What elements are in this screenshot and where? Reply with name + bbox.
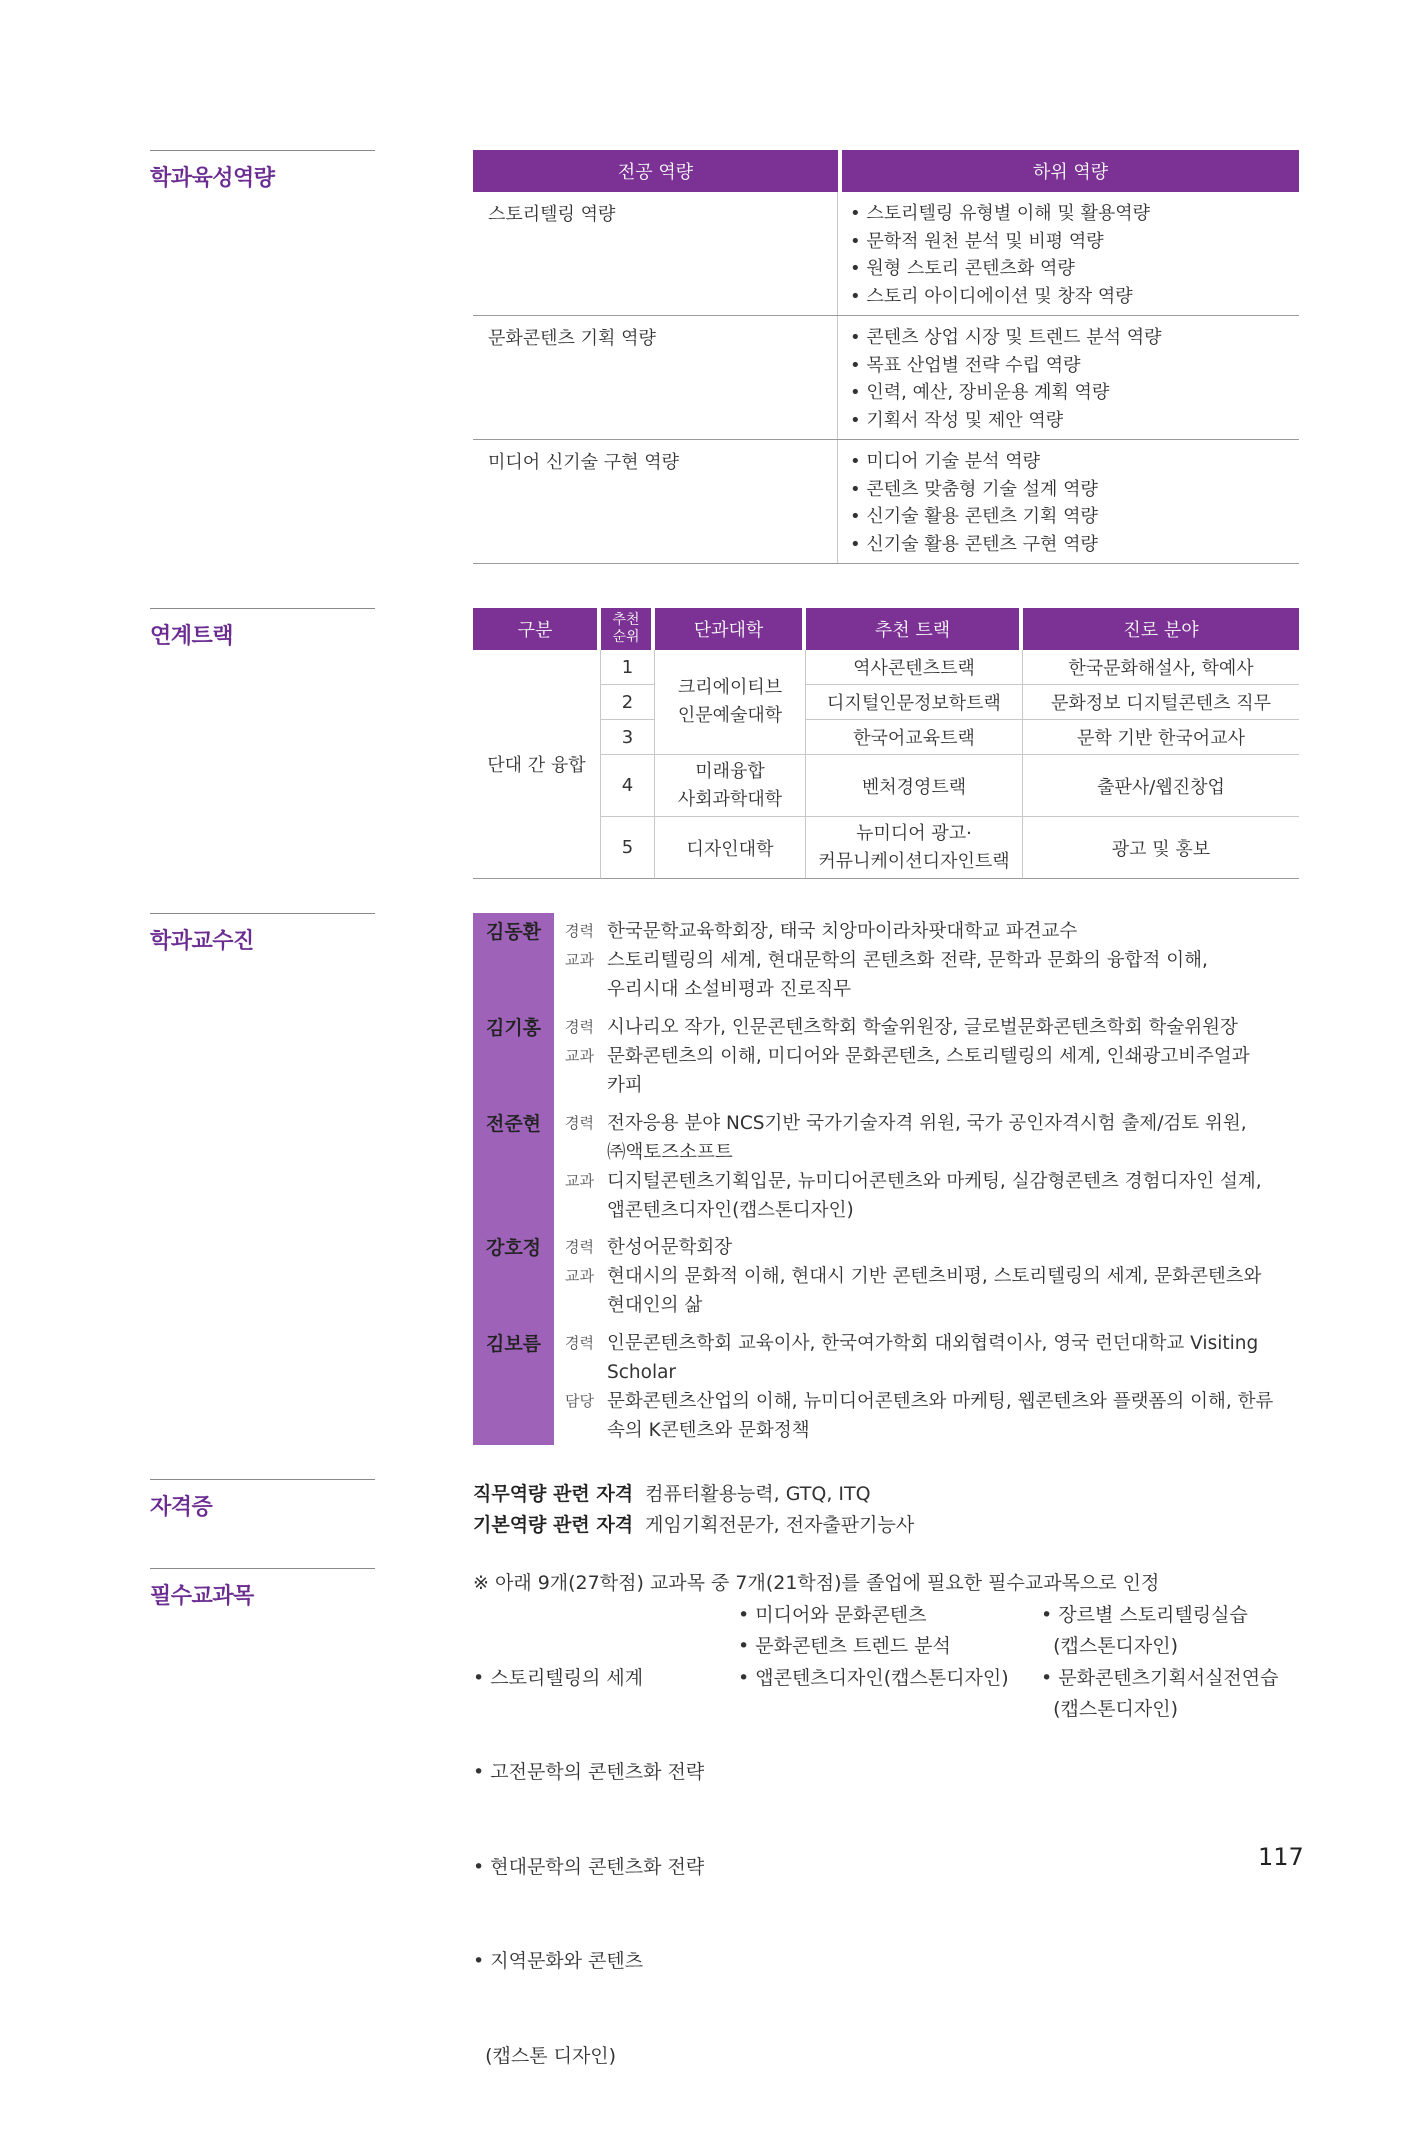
- section-label-competency: 학과육성역량: [150, 150, 375, 192]
- required-course: • 고전문학의 콘텐츠화 전략: [473, 1757, 704, 1789]
- faculty-line-tag: 경력: [565, 1109, 607, 1138]
- track-table-header: [473, 608, 1299, 650]
- track-name: 벤처경영트랙: [806, 755, 1023, 817]
- major-competency: 미디어 신기술 구현 역량: [473, 440, 838, 563]
- track-rank: 4: [601, 755, 655, 817]
- sub-competency-item: • 신기술 활용 콘텐츠 기획 역량: [850, 503, 1299, 531]
- track-rank: 5: [601, 817, 655, 879]
- certificate-value: 컴퓨터활용능력, GTQ, ITQ: [645, 1483, 870, 1505]
- faculty-line: [565, 1329, 1295, 1387]
- track-career: 출판사/웹진창업: [1023, 755, 1299, 817]
- faculty-line: [565, 917, 1295, 946]
- faculty-name: 김기홍: [473, 1013, 554, 1040]
- faculty-line: [565, 1109, 1295, 1167]
- header-college: 단과대학: [655, 608, 806, 650]
- track-college: 크리에이티브 인문예술대학: [655, 650, 806, 755]
- faculty-line-text: 인문콘텐츠학회 교육이사, 한국여가학회 대외협력이사, 영국 런던대학교 Visiting Scholar: [607, 1329, 1293, 1387]
- sub-competency-item: • 기획서 작성 및 제안 역량: [850, 407, 1299, 435]
- faculty-line-text: 한성어문학회장: [607, 1233, 1293, 1262]
- track-rank: 1: [601, 650, 655, 685]
- sub-competency-list: [838, 440, 1299, 563]
- track-name: 역사콘텐츠트랙: [806, 650, 1023, 685]
- header-major-competency: 전공 역량: [473, 150, 838, 192]
- section-label-track: 연계트랙: [150, 608, 375, 650]
- track-rank: 3: [601, 720, 655, 755]
- required-course: (캡스톤 디자인): [473, 2041, 704, 2073]
- track-college: 디자인대학: [655, 817, 806, 879]
- faculty-line-tag: 경력: [565, 1233, 607, 1262]
- certificate-label: 직무역량 관련 자격: [473, 1483, 633, 1505]
- faculty-line: [565, 1013, 1295, 1042]
- faculty-name: 전준현: [473, 1109, 554, 1136]
- certificate-label: 기본역량 관련 자격: [473, 1514, 633, 1536]
- track-table: [473, 608, 1299, 879]
- sub-competency-list: [838, 316, 1299, 439]
- track-career: 문화정보 디지털콘텐츠 직무: [1023, 685, 1299, 720]
- faculty-line-text: 현대시의 문화적 이해, 현대시 기반 콘텐츠비평, 스토리텔링의 세계, 문화콘텐츠와 현대인의 삶: [607, 1262, 1293, 1320]
- sub-competency-item: • 콘텐츠 맞춤형 기술 설계 역량: [850, 476, 1299, 504]
- required-note: ※ 아래 9개(27학점) 교과목 중 7개(21학점)를 졸업에 필요한 필수교과목으로 인정: [473, 1568, 1313, 1600]
- required-course-columns: [473, 1600, 1313, 1780]
- faculty-line-tag: 교과: [565, 946, 607, 975]
- required-course: • 문화콘텐츠 트렌드 분석: [738, 1631, 1009, 1663]
- competency-row: [473, 440, 1299, 564]
- faculty-line-text: 전자응용 분야 NCS기반 국가기술자격 위원, 국가 공인자격시험 출제/검토 위원, ㈜액토즈소프트: [607, 1109, 1293, 1167]
- faculty-name: 김동환: [473, 917, 554, 944]
- faculty-line: [565, 1042, 1295, 1100]
- required-course: (캡스톤디자인): [1041, 1694, 1279, 1726]
- competency-row: [473, 192, 1299, 316]
- required-course: • 미디어와 문화콘텐츠: [738, 1600, 1009, 1632]
- sub-competency-item: • 콘텐츠 상업 시장 및 트렌드 분석 역량: [850, 324, 1299, 352]
- section-label-certificate: 자격증: [150, 1479, 375, 1521]
- faculty-line: [565, 1233, 1295, 1262]
- certificate-item: [473, 1510, 914, 1541]
- faculty-line-text: 시나리오 작가, 인문콘텐츠학회 학술위원장, 글로벌문화콘텐츠학회 학술위원장: [607, 1013, 1293, 1042]
- sub-competency-item: • 스토리텔링 유형별 이해 및 활용역량: [850, 200, 1299, 228]
- sub-competency-item: • 미디어 기술 분석 역량: [850, 448, 1299, 476]
- competency-table-header: [473, 150, 1299, 192]
- faculty-line-text: 문화콘텐츠산업의 이해, 뉴미디어콘텐츠와 마케팅, 웹콘텐츠와 플랫폼의 이해, 한류 속의 K콘텐츠와 문화정책: [607, 1387, 1293, 1445]
- track-name: 뉴미디어 광고· 커뮤니케이션디자인트랙: [806, 817, 1023, 879]
- page-number: 117: [1258, 1843, 1304, 1871]
- faculty-line-tag: 교과: [565, 1167, 607, 1196]
- faculty-line-tag: 교과: [565, 1042, 607, 1071]
- faculty-line-tag: 경력: [565, 917, 607, 946]
- required-courses: [473, 1568, 1313, 1780]
- required-course: • 문화콘텐츠기획서실전연습: [1041, 1663, 1279, 1695]
- faculty-line-tag: 교과: [565, 1262, 607, 1291]
- faculty-line-text: 스토리텔링의 세계, 현대문학의 콘텐츠화 전략, 문학과 문화의 융합적 이해, 우리시대 소설비평과 진로직무: [607, 946, 1293, 1004]
- certificate-value: 게임기획전문가, 전자출판기능사: [645, 1514, 914, 1536]
- header-category: 구분: [473, 608, 601, 650]
- certificate-list: [473, 1479, 914, 1541]
- required-course-column: [473, 1600, 704, 2135]
- sub-competency-item: • 문학적 원천 분석 및 비평 역량: [850, 228, 1299, 256]
- faculty-line: [565, 1167, 1295, 1225]
- sub-competency-item: • 신기술 활용 콘텐츠 구현 역량: [850, 531, 1299, 559]
- required-course-column: [1041, 1600, 1279, 1726]
- header-rank: 추천 순위: [601, 608, 655, 650]
- required-course: • 지역문화와 콘텐츠: [473, 1946, 704, 1978]
- track-rank: 2: [601, 685, 655, 720]
- sub-competency-item: • 인력, 예산, 장비운용 계획 역량: [850, 379, 1299, 407]
- required-course: • 현대문학의 콘텐츠화 전략: [473, 1852, 704, 1884]
- major-competency: 문화콘텐츠 기획 역량: [473, 316, 838, 439]
- section-label-faculty: 학과교수진: [150, 913, 375, 955]
- faculty-line-tag: 경력: [565, 1013, 607, 1042]
- sub-competency-item: • 목표 산업별 전략 수립 역량: [850, 352, 1299, 380]
- faculty-line-text: 디지털콘텐츠기획입문, 뉴미디어콘텐츠와 마케팅, 실감형콘텐츠 경험디자인 설계, 앱콘텐츠디자인(캡스톤디자인): [607, 1167, 1293, 1225]
- required-course: (캡스톤디자인): [1041, 1631, 1279, 1663]
- faculty-line: [565, 1262, 1295, 1320]
- sub-competency-item: • 원형 스토리 콘텐츠화 역량: [850, 255, 1299, 283]
- track-name: 디지털인문정보학트랙: [806, 685, 1023, 720]
- sub-competency-item: • 스토리 아이디에이션 및 창작 역량: [850, 283, 1299, 311]
- required-course: • 장르별 스토리텔링실습: [1041, 1600, 1279, 1632]
- faculty-line-tag: 담당: [565, 1387, 607, 1416]
- faculty-line-text: 문화콘텐츠의 이해, 미디어와 문화콘텐츠, 스토리텔링의 세계, 인쇄광고비주얼과 카피: [607, 1042, 1293, 1100]
- track-career: 광고 및 홍보: [1023, 817, 1299, 879]
- required-course: • 스토리텔링의 세계: [473, 1663, 704, 1695]
- track-college: 미래융합 사회과학대학: [655, 755, 806, 817]
- competency-table: [473, 150, 1299, 564]
- required-course: • 앱콘텐츠디자인(캡스톤디자인): [738, 1663, 1009, 1695]
- header-sub-competency: 하위 역량: [842, 150, 1299, 192]
- faculty-line: [565, 1387, 1295, 1445]
- major-competency: 스토리텔링 역량: [473, 192, 838, 315]
- required-course-column: [738, 1600, 1009, 1695]
- header-career: 진로 분야: [1023, 608, 1299, 650]
- faculty-name: 김보름: [473, 1329, 554, 1356]
- faculty-name: 강호정: [473, 1233, 554, 1260]
- table-row: [473, 650, 1299, 685]
- track-career: 문학 기반 한국어교사: [1023, 720, 1299, 755]
- section-label-required: 필수교과목: [150, 1568, 375, 1610]
- track-career: 한국문화해설사, 학예사: [1023, 650, 1299, 685]
- track-category: 단대 간 융합: [473, 650, 601, 879]
- header-track: 추천 트랙: [806, 608, 1023, 650]
- sub-competency-list: [838, 192, 1299, 315]
- certificate-item: [473, 1479, 914, 1510]
- competency-row: [473, 316, 1299, 440]
- track-name: 한국어교육트랙: [806, 720, 1023, 755]
- faculty-name-bar: [473, 913, 554, 1445]
- faculty-line-tag: 경력: [565, 1329, 607, 1358]
- faculty-line: [565, 946, 1295, 1004]
- faculty-line-text: 한국문학교육학회장, 태국 치앙마이라차팟대학교 파견교수: [607, 917, 1293, 946]
